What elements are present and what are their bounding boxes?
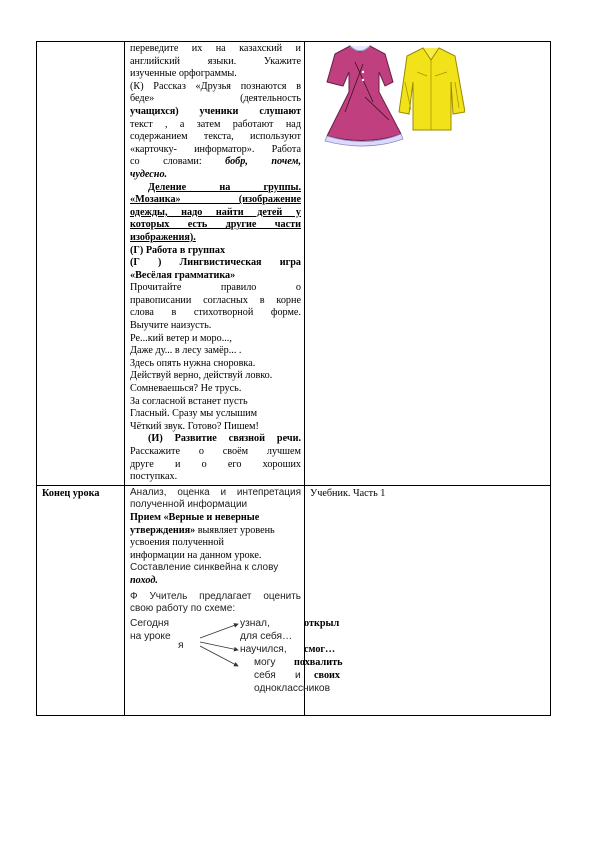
text-line: английский языки. Укажите [130, 55, 301, 67]
dress-and-shirt-illustration [305, 42, 465, 150]
text-line: (К) Рассказ «Друзья познаются в [130, 80, 301, 92]
method-heading: Прием «Верные и неверные [130, 511, 260, 523]
activity-text [125, 42, 304, 485]
stage-cell-empty [37, 42, 125, 486]
scheme-branch: себя [254, 669, 276, 681]
text-line: информации на данном уроке. [130, 549, 262, 561]
text-line: друге и о его хороших [130, 458, 301, 470]
group-heading: Деление на группы. [148, 181, 301, 193]
speech-heading: (И) Развитие связной речи. [148, 433, 301, 445]
text-line: правописании согласных в корне [130, 294, 301, 306]
shirt-image [399, 48, 465, 130]
text-line: утверждения» выявляет уровень [130, 524, 275, 536]
poem-line: Чёткий звук. Готово? Пишем! [130, 420, 259, 432]
text-line: Анализ, оценка и интепретация [130, 486, 301, 498]
poem-line: Гласный. Сразу мы услышим [130, 408, 258, 420]
resources-cell [305, 42, 551, 486]
text-line: полученной информации [130, 499, 248, 511]
text-line: Составление синквейна к слову [130, 562, 279, 574]
text-line: текст , а затем работают над [130, 118, 301, 130]
poem-line: Даже ду... в лесу замёр... . [130, 345, 242, 357]
poem-line: Действуй верно, действуй ловко. [130, 370, 273, 382]
text-line: усвоения полученной [130, 537, 224, 549]
poem-line: За согласной встанет пусть [130, 395, 248, 407]
stage-label [37, 42, 124, 44]
activity-text [125, 486, 343, 715]
stage-cell [37, 485, 125, 715]
activity-cell [125, 485, 343, 715]
text-line: Расскажите о своём лучшем [130, 446, 301, 457]
scheme-branch: открыл [304, 617, 340, 629]
table-row [37, 485, 551, 715]
text-line: поступках. [130, 471, 178, 483]
self-assessment-scheme [130, 617, 343, 714]
scheme-branch: и [295, 669, 301, 681]
poem-line: Сомневаешься? Не трусь. [130, 383, 242, 395]
scheme-branch: могу [254, 656, 276, 668]
poem-line: Ре...кий ветер и моро..., [130, 332, 232, 344]
game-heading: «Весёлая грамматика» [130, 269, 236, 281]
stage-label: Конец урока [42, 487, 100, 499]
scheme-branch: научился, [240, 643, 287, 655]
text-line: чудесно. [130, 168, 168, 180]
text-line: «Мозаика» (изображение [130, 194, 301, 206]
scheme-branch: одноклассников [254, 682, 331, 694]
clothing-pictures [305, 42, 550, 150]
resources-cell [305, 485, 551, 715]
text-line: беде» (деятельность [130, 93, 301, 105]
scheme-branch: узнал, [240, 617, 270, 629]
text-line: содержанием текста, используют [130, 131, 301, 143]
scheme-branch: похвалить [294, 656, 343, 668]
text-line: свою работу по схеме: [130, 603, 236, 615]
text-line: слова в стихотворной форме. [130, 307, 301, 319]
text-line: со словами: бобр, почем, [130, 156, 301, 168]
group-work-heading: (Г) Работа в группах [130, 244, 226, 256]
scheme-today: Сегодня [130, 617, 170, 629]
text-line: Прочитайте правило о [130, 282, 301, 294]
table-row [37, 42, 551, 486]
text-line: изображения). [130, 231, 196, 243]
dress-image [325, 46, 403, 146]
scheme-at-lesson: на уроке [130, 630, 171, 642]
text-line: переведите их на казахский и [130, 43, 301, 54]
text-line: «карточку- информатор». Работа [130, 143, 301, 155]
game-heading: (Г ) Лингвистическая игра [130, 257, 301, 269]
text-line: изученные орфограммы. [130, 68, 237, 80]
scheme-me: я [178, 639, 184, 651]
text-line: поход. [130, 574, 158, 586]
text-line: которых есть другие части [130, 219, 301, 231]
text-line: Ф Учитель предлагает оценить [130, 590, 301, 602]
textbook-reference: Учебник. Часть 1 [310, 487, 386, 499]
lesson-plan-table [36, 41, 551, 716]
scheme-branch: для себя… [240, 630, 293, 642]
poem-line: Здесь опять нужна сноровка. [130, 357, 256, 369]
text-line: Выучите наизусть. [130, 320, 212, 332]
text-line: одежды, надо найти детей у [130, 206, 301, 218]
text-line: учащихся) ученики слушают [130, 105, 301, 117]
scheme-branch: своих [314, 669, 341, 681]
scheme-branch: смог… [304, 643, 336, 655]
activity-cell [125, 42, 305, 486]
